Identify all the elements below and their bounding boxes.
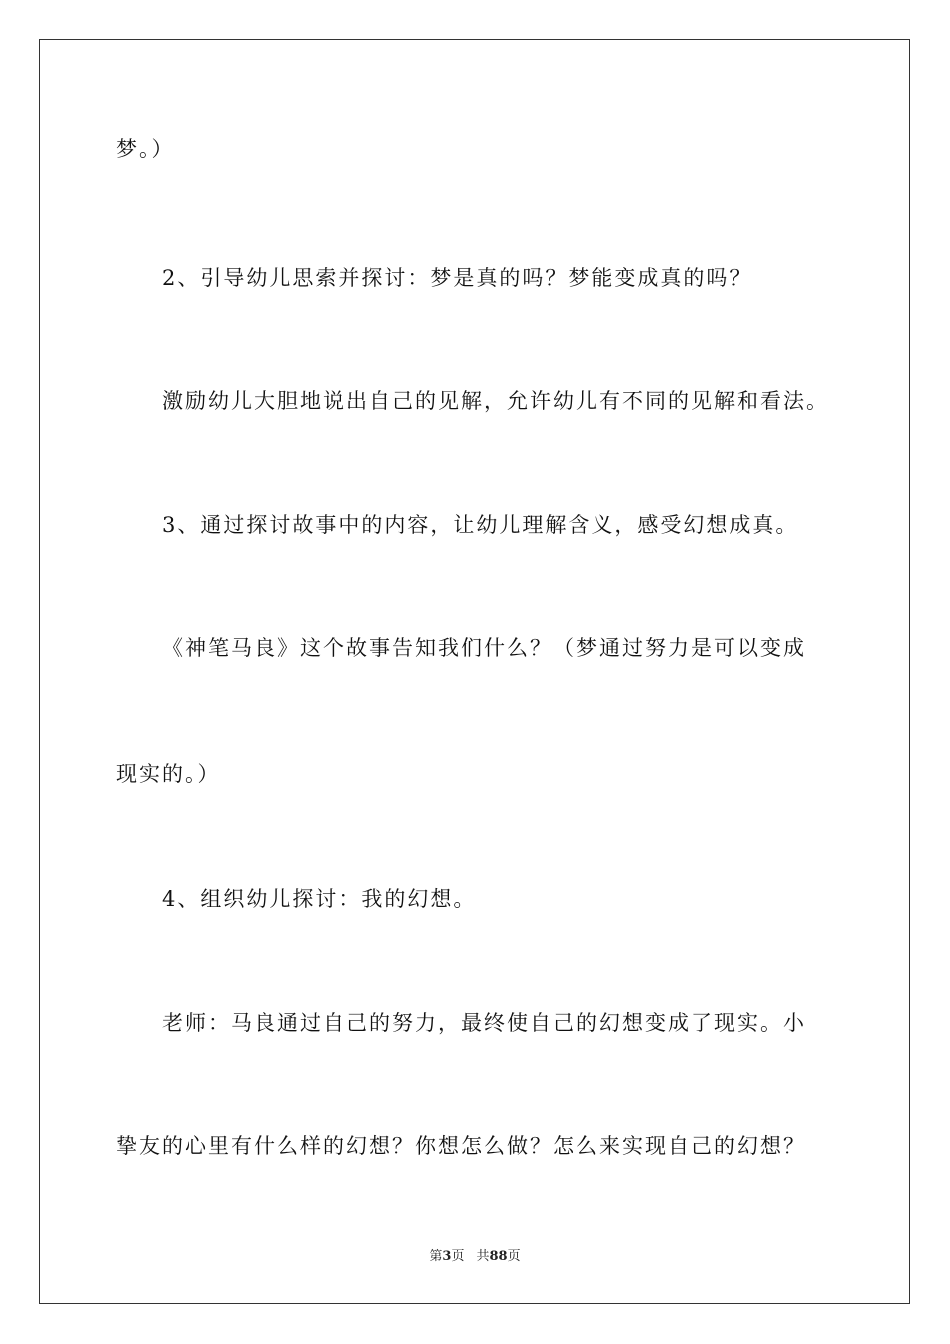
page-prefix: 第 bbox=[429, 1249, 443, 1264]
paragraph-text: 2、引导幼儿思索并探讨：梦是真的吗？梦能变成真的吗？ bbox=[162, 266, 753, 290]
paragraph-text: 梦。） bbox=[116, 137, 175, 161]
total-pages: 88 bbox=[489, 1249, 508, 1264]
text-line-6 bbox=[0, 761, 950, 787]
text-line-3 bbox=[0, 388, 950, 414]
text-line-7 bbox=[0, 886, 950, 912]
text-line-9 bbox=[0, 1133, 950, 1159]
paragraph-text: 《神笔马良》这个故事告知我们什么？（梦通过努力是可以变成 bbox=[162, 636, 806, 660]
page-footer bbox=[0, 1248, 950, 1266]
text-line-5 bbox=[0, 635, 950, 661]
page-number: 3 bbox=[442, 1249, 452, 1264]
paragraph-text: 老师：马良通过自己的努力，最终使自己的幻想变成了现实。小 bbox=[162, 1011, 806, 1035]
paragraph-text: 3、通过探讨故事中的内容，让幼儿理解含义，感受幻想成真。 bbox=[162, 513, 799, 537]
paragraph-text: 激励幼儿大胆地说出自己的见解，允许幼儿有不同的见解和看法。 bbox=[162, 389, 829, 413]
text-line-8 bbox=[0, 1010, 950, 1036]
paragraph-text: 挚友的心里有什么样的幻想？你想怎么做？怎么来实现自己的幻想？ bbox=[116, 1134, 806, 1158]
text-line-4 bbox=[0, 512, 950, 538]
paragraph-text: 4、组织幼儿探讨：我的幻想。 bbox=[162, 887, 477, 911]
page-border bbox=[39, 39, 910, 1304]
text-line-2 bbox=[0, 265, 950, 291]
text-line-1 bbox=[0, 136, 950, 162]
total-prefix: 共 bbox=[476, 1249, 490, 1264]
paragraph-text: 现实的。） bbox=[116, 762, 221, 786]
total-suffix: 页 bbox=[507, 1249, 521, 1264]
page-suffix: 页 bbox=[451, 1249, 465, 1264]
